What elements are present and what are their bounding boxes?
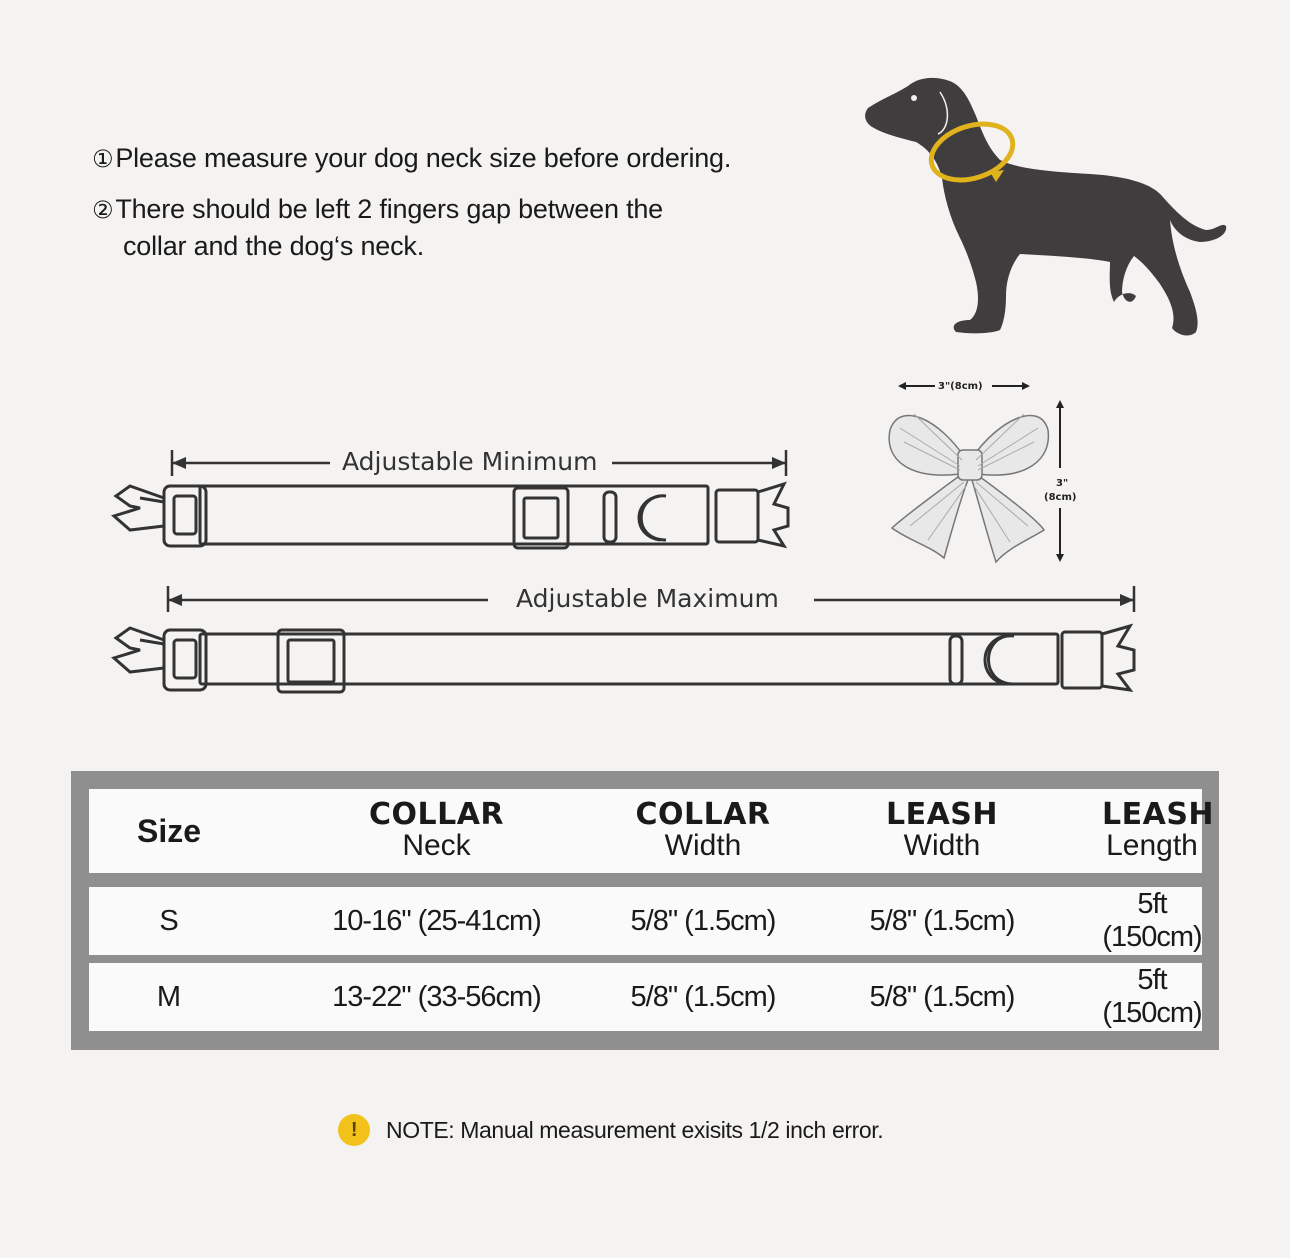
row-size: M — [156, 980, 182, 1013]
header-leash-length-top: LEASH — [1102, 797, 1215, 832]
collar-minimum — [114, 484, 788, 548]
table-row — [89, 887, 1202, 955]
instruction-1-text: Please measure your dog neck size before ordering. — [115, 143, 732, 173]
row-leash-length: 5ft (150cm) — [1102, 888, 1202, 953]
header-leash-width-top: LEASH — [885, 797, 999, 832]
bow-width-label: 3"(8cm) — [938, 381, 983, 392]
instruction-2-number: ② — [92, 196, 114, 224]
header-leash-width — [782, 797, 1102, 862]
header-leash-width-bottom: Width — [903, 829, 981, 862]
instruction-2-line-1: There should be left 2 fingers gap between the — [115, 194, 664, 224]
dog-illustration — [860, 70, 1240, 350]
measurement-note — [338, 1114, 883, 1146]
instruction-2 — [92, 191, 792, 264]
collar-maximum — [114, 626, 1134, 692]
header-leash-length-bottom: Length — [1106, 829, 1198, 862]
header-collar-neck-bottom: Neck — [402, 829, 471, 862]
header-size-label: Size — [136, 812, 202, 849]
size-table — [71, 771, 1219, 1050]
row-collar-neck: 10-16" (25-41cm) — [332, 904, 541, 937]
bow-height-label-1: 3" — [1056, 478, 1069, 489]
header-collar-width-bottom: Width — [664, 829, 742, 862]
exclamation-icon: ! — [338, 1114, 370, 1146]
row-size: S — [159, 904, 179, 937]
instruction-1 — [92, 143, 731, 174]
instruction-2-line-2: collar and the dog‘s neck. — [123, 231, 424, 261]
row-leash-width: 5/8" (1.5cm) — [869, 980, 1015, 1013]
header-collar-neck — [249, 797, 624, 862]
table-row — [89, 963, 1202, 1031]
row-collar-width: 5/8" (1.5cm) — [630, 904, 776, 937]
table-header-row — [89, 789, 1215, 873]
header-collar-neck-top: COLLAR — [368, 797, 505, 832]
dog-eye — [911, 95, 917, 101]
row-leash-width: 5/8" (1.5cm) — [869, 904, 1015, 937]
instruction-1-number: ① — [92, 145, 114, 173]
dog-silhouette — [865, 78, 1226, 336]
bow-height-label-2: (8cm) — [1044, 492, 1077, 503]
row-collar-neck: 13-22" (33-56cm) — [332, 980, 541, 1013]
row-collar-width: 5/8" (1.5cm) — [630, 980, 776, 1013]
collar-diagram — [100, 440, 1160, 700]
adjustable-minimum-label: Adjustable Minimum — [342, 447, 598, 476]
header-leash-length — [1102, 797, 1215, 862]
row-leash-length: 5ft (150cm) — [1102, 964, 1202, 1029]
header-collar-width — [624, 797, 782, 862]
note-text: NOTE: Manual measurement exisits 1/2 inch error. — [386, 1116, 884, 1143]
header-collar-width-top: COLLAR — [635, 797, 771, 832]
header-size — [89, 813, 249, 850]
adjustable-maximum-label: Adjustable Maximum — [516, 584, 779, 613]
